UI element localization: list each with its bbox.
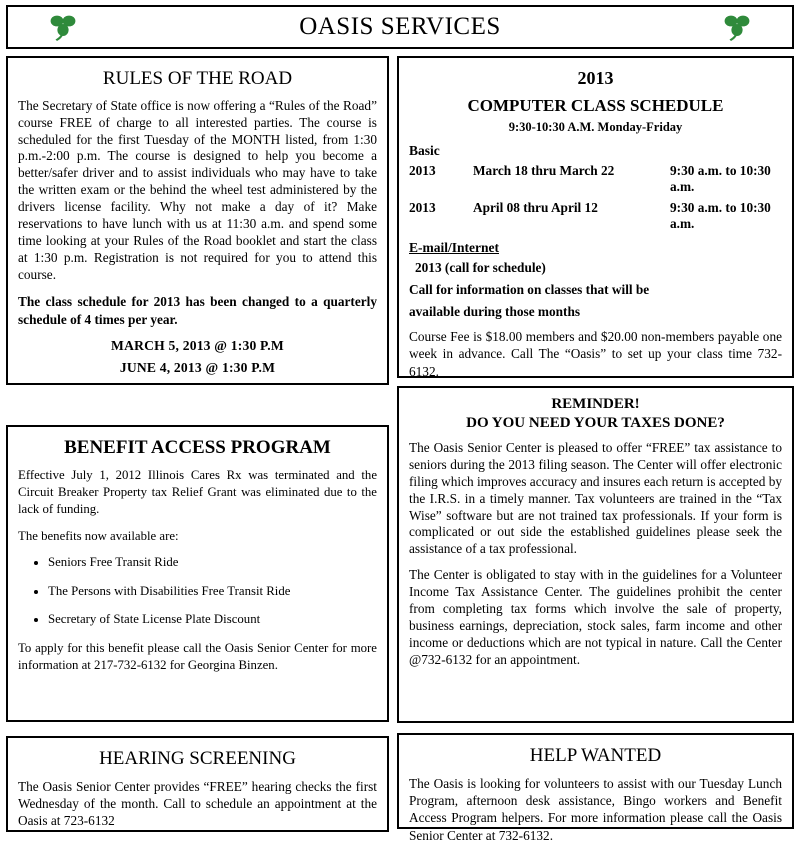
list-item: • Secretary of State License Plate Discount	[48, 611, 377, 628]
shamrock-icon	[42, 12, 84, 42]
reminder-body-2: The Center is obligated to stay with in the guidelines for a Volunteer Income Tax Assistance Center. The guidelines prohibit the center from completing tax forms which involve the sale of property, business earnings, depreciation, stock sales, farm income and other income or deductions which are not typical in nature. Call the Center @732-6132 for an appointment.	[409, 567, 782, 667]
help-wanted-section	[397, 733, 794, 843]
rules-of-the-road-note: The class schedule for 2013 has been changed to a quarterly schedule of 4 times per year.	[18, 294, 377, 327]
rules-date-june: JUNE 4, 2013 @ 1:30 P.M	[119, 360, 276, 376]
computer-class-email-note: 2013 (call for schedule)	[415, 260, 546, 275]
computer-class-fee: Course Fee is $18.00 members and $20.00 non-members payable one week in advance. Call The “Oasis” to set up your class time 732-6132.	[409, 329, 782, 379]
left-column	[6, 56, 389, 840]
table-row	[409, 163, 782, 195]
benefit-access-body-3: To apply for this benefit please call the Oasis Senior Center for more information at 217-732-6132 for Georgina Binzen.	[18, 640, 377, 673]
computer-class-section	[397, 56, 794, 378]
list-item: • Seniors Free Transit Ride	[48, 554, 377, 571]
hearing-screening-body: The Oasis Senior Center provides “FREE” hearing checks the first Wednesday of the month. Call to schedule an appointment at the Oasis at 723-6132	[18, 778, 377, 829]
row-year: 2013	[409, 200, 436, 215]
masthead	[6, 5, 794, 49]
computer-class-basic-label: Basic	[409, 143, 440, 158]
rules-of-the-road-body: The Secretary of State office is now offering a “Rules of the Road” course FREE of charge to all interested parties. The course is scheduled for the first Tuesday of the MONTH listed, from 1:30 p.m.-2:00 p.m. The course is designed to help you become a better/safer driver and to assist individuals who may have to take the written exam or the behind the wheel test administered by the drivers license facility. Why not make a day of it? Make reservations to have lunch with us at 11:30 a.m. and spend some time looking at your Rules of the Road booklet and start the class at 1:30 p.m. Registration is not required for you to attend this course.	[18, 97, 377, 282]
help-wanted-title: HELP WANTED	[529, 745, 662, 766]
computer-class-call-line-1: Call for information on classes that will be	[409, 282, 650, 297]
reminder-title: REMINDER!	[551, 396, 640, 412]
row-year: 2013	[409, 163, 436, 178]
reminder-body-1: The Oasis Senior Center is pleased to offer “FREE” tax assistance to seniors during the 2013 filing season. The Center will offer electronic filing which improves accuracy and insures each return is accepted by the I.R.S. in a timely manner. Tax volunteers are trained in the “Tax Wise” software but are not trained tax professionals. If your form is complicated or out side the established guidelines please seek the assistance of a tax professional.	[409, 440, 782, 557]
rules-of-the-road-section	[6, 56, 389, 385]
list-item: • The Persons with Disabilities Free Transit Ride	[48, 583, 377, 600]
hearing-screening-title: HEARING SCREENING	[99, 748, 296, 769]
computer-class-subtitle: 9:30-10:30 A.M. Monday-Friday	[508, 120, 683, 134]
computer-class-title: COMPUTER CLASS SCHEDULE	[467, 96, 724, 115]
help-wanted-body: The Oasis is looking for volunteers to assist with our Tuesday Lunch Program, afternoon desk assistance, Bingo workers and Benefit Access Program helpers. For more information please call the Oasis Senior Center at 732-6132.	[409, 775, 782, 843]
rules-of-the-road-title: RULES OF THE ROAD	[102, 68, 293, 89]
benefit-access-section	[6, 425, 389, 722]
benefit-access-body-2: The benefits now available are:	[18, 528, 179, 543]
row-dates: April 08 thru April 12	[473, 200, 598, 215]
row-dates: March 18 thru March 22	[473, 163, 615, 178]
hearing-screening-section	[6, 736, 389, 832]
table-row	[409, 200, 782, 232]
benefit-access-body-1: Effective July 1, 2012 Illinois Cares Rx was terminated and the Circuit Breaker Property tax Relief Grant was eliminated due to the lack of funding.	[18, 467, 377, 517]
benefit-access-list	[18, 554, 377, 628]
computer-class-email-label: E-mail/Internet	[409, 240, 499, 255]
reminder-subtitle: DO YOU NEED YOUR TAXES DONE?	[466, 415, 725, 431]
reminder-taxes-section	[397, 386, 794, 723]
right-column	[397, 56, 794, 843]
row-time: 9:30 a.m. to 10:30 a.m.	[670, 200, 771, 231]
shamrock-icon	[716, 12, 758, 42]
row-time: 9:30 a.m. to 10:30 a.m.	[670, 163, 771, 194]
rules-date-march: MARCH 5, 2013 @ 1:30 P.M	[111, 338, 284, 354]
benefit-access-title: BENEFIT ACCESS PROGRAM	[64, 437, 331, 458]
content-columns	[6, 56, 794, 843]
computer-class-call-line-2: available during those months	[409, 304, 581, 319]
page-title: OASIS SERVICES	[299, 13, 501, 40]
computer-class-year: 2013	[577, 68, 614, 88]
